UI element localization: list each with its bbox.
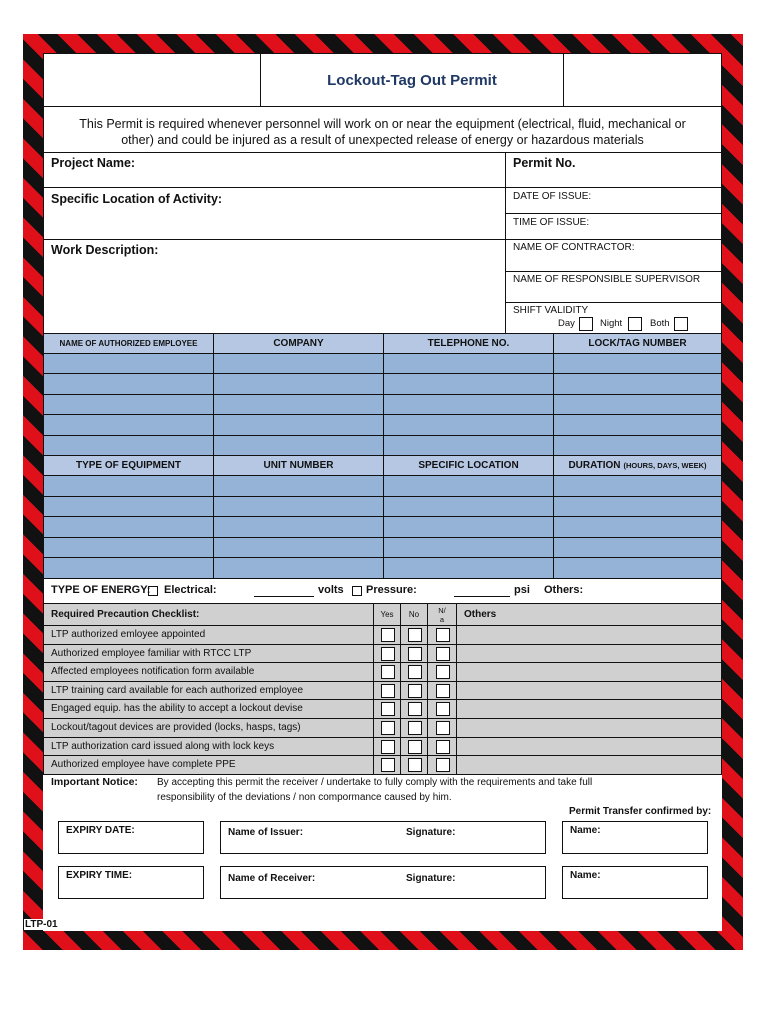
checklist-title-cell xyxy=(43,603,374,626)
checklist-no-checkbox[interactable] xyxy=(408,665,422,679)
checklist-item-label: Lockout/tagout devices are provided (locks, hasps, tags) xyxy=(51,722,301,733)
checklist-na-checkbox[interactable] xyxy=(436,647,450,661)
equipment-table-cell[interactable] xyxy=(213,475,384,497)
equipment-table-cell[interactable] xyxy=(553,496,722,518)
checklist-no-cell xyxy=(400,737,428,757)
shift-day-checkbox[interactable] xyxy=(579,317,593,331)
checklist-na-checkbox[interactable] xyxy=(436,758,450,772)
duration-header-label: DURATION xyxy=(568,460,621,471)
equipment-table-cell[interactable] xyxy=(553,516,722,538)
checklist-no-checkbox[interactable] xyxy=(408,628,422,642)
checklist-col-na xyxy=(427,603,457,626)
checklist-row xyxy=(43,644,374,664)
receiver-signature-label: Signature: xyxy=(406,873,456,884)
expiry-date-label: EXPIRY DATE: xyxy=(66,825,135,836)
equipment-col-type: TYPE OF EQUIPMENT xyxy=(43,455,214,476)
checklist-yes-checkbox[interactable] xyxy=(381,665,395,679)
checklist-row xyxy=(43,699,374,719)
time-of-issue-label: TIME OF ISSUE: xyxy=(513,217,590,228)
employee-table-cell[interactable] xyxy=(553,414,722,435)
employee-table-cell[interactable] xyxy=(43,373,214,394)
checklist-na-cell xyxy=(427,681,457,701)
transfer-name-label-2: Name: xyxy=(570,870,601,881)
checklist-na-cell xyxy=(427,699,457,719)
expiry-date-box[interactable] xyxy=(58,821,204,854)
issuer-box[interactable] xyxy=(220,821,546,854)
checklist-others-cell[interactable] xyxy=(456,625,722,645)
equipment-table-cell[interactable] xyxy=(383,537,554,559)
shift-night-checkbox[interactable] xyxy=(628,317,642,331)
checklist-row xyxy=(43,737,374,757)
checklist-row xyxy=(43,662,374,682)
checklist-others-cell[interactable] xyxy=(456,718,722,738)
checklist-na-checkbox[interactable] xyxy=(436,702,450,716)
employee-table-cell[interactable] xyxy=(553,373,722,394)
checklist-na-checkbox[interactable] xyxy=(436,684,450,698)
checklist-col-others xyxy=(456,603,722,626)
psi-input-line[interactable] xyxy=(454,596,510,597)
equipment-table-cell[interactable] xyxy=(213,537,384,559)
equipment-table-cell[interactable] xyxy=(213,516,384,538)
electrical-label: Electrical: xyxy=(164,584,217,596)
checklist-no-cell xyxy=(400,699,428,719)
energy-type-label: TYPE OF ENERGY: xyxy=(51,584,151,596)
employee-table-cell[interactable] xyxy=(383,414,554,435)
checklist-row xyxy=(43,625,374,645)
checklist-others-cell[interactable] xyxy=(456,644,722,664)
checklist-others-cell[interactable] xyxy=(456,662,722,682)
employee-table-cell[interactable] xyxy=(43,353,214,374)
checklist-no-cell xyxy=(400,644,428,664)
equipment-col-unit: UNIT NUMBER xyxy=(213,455,384,476)
equipment-table-cell[interactable] xyxy=(213,557,384,579)
work-description-label: Work Description: xyxy=(51,243,159,257)
employee-table-cell[interactable] xyxy=(383,353,554,374)
checklist-row xyxy=(43,681,374,701)
checklist-na-checkbox[interactable] xyxy=(436,721,450,735)
receiver-name-label: Name of Receiver: xyxy=(228,873,316,884)
employee-table-cell[interactable] xyxy=(383,394,554,415)
checklist-item-label: Engaged equip. has the ability to accept a lockout devise xyxy=(51,703,303,715)
notice-line-2: responsibility of the deviations / non compormance caused by him. xyxy=(157,792,452,803)
expiry-time-box[interactable] xyxy=(58,866,204,899)
equipment-table-cell[interactable] xyxy=(383,496,554,518)
checklist-col-no: No xyxy=(400,603,428,626)
checklist-no-checkbox[interactable] xyxy=(408,740,422,754)
permit-intro-text: This Permit is required whenever personnel will work on or near the equipment (electrical, fluid, mechanical or other) and could be injured as a result of unexpected release of energy or hazardous materials xyxy=(43,106,722,153)
employee-col-telephone: TELEPHONE NO. xyxy=(383,333,554,354)
checklist-yes-checkbox[interactable] xyxy=(381,684,395,698)
shift-validity-label: SHIFT VALIDITY xyxy=(513,305,589,316)
page-title: Lockout-Tag Out Permit xyxy=(260,53,564,107)
checklist-na-cell xyxy=(427,755,457,775)
transfer-name-box-1[interactable] xyxy=(562,821,708,854)
equipment-table-cell[interactable] xyxy=(553,557,722,579)
employee-table-cell[interactable] xyxy=(43,394,214,415)
checklist-item-label: Authorized employee have complete PPE xyxy=(51,759,236,771)
checklist-item-label: LTP training card available for each authorized employee xyxy=(51,684,304,696)
checklist-others-cell[interactable] xyxy=(456,681,722,701)
checklist-no-cell xyxy=(400,718,428,738)
checklist-na-cell xyxy=(427,718,457,738)
notice-line-1: By accepting this permit the receiver / undertake to fully comply with the requirements and take full xyxy=(157,777,593,788)
supervisor-field[interactable] xyxy=(505,271,722,303)
issuer-signature-label: Signature: xyxy=(406,827,456,838)
equipment-table-cell[interactable] xyxy=(383,475,554,497)
important-notice-text xyxy=(157,775,717,805)
checklist-item-label: Affected employees notification form available xyxy=(51,666,255,678)
checklist-no-cell xyxy=(400,662,428,682)
expiry-time-label: EXPIRY TIME: xyxy=(66,870,133,881)
checklist-yes-cell xyxy=(373,662,401,682)
project-name-label: Project Name: xyxy=(51,156,136,170)
shift-night-label: Night xyxy=(600,318,623,329)
checklist-item-label: Authorized employee familiar with RTCC LTP xyxy=(51,647,252,659)
checklist-yes-checkbox[interactable] xyxy=(381,647,395,661)
contractor-label: NAME OF CONTRACTOR: xyxy=(513,242,635,253)
checklist-no-checkbox[interactable] xyxy=(408,758,422,772)
checklist-yes-cell xyxy=(373,718,401,738)
checklist-no-checkbox[interactable] xyxy=(408,684,422,698)
permit-no-field[interactable] xyxy=(505,152,722,188)
employee-table-cell[interactable] xyxy=(43,414,214,435)
specific-location-label: Specific Location of Activity: xyxy=(51,192,223,206)
checklist-no-checkbox[interactable] xyxy=(408,647,422,661)
employee-table-cell[interactable] xyxy=(553,435,722,456)
receiver-box[interactable] xyxy=(220,866,546,899)
volts-unit: volts xyxy=(318,584,344,596)
checklist-yes-checkbox[interactable] xyxy=(381,721,395,735)
checklist-yes-cell xyxy=(373,625,401,645)
equipment-table-cell[interactable] xyxy=(43,475,214,497)
equipment-table-cell[interactable] xyxy=(553,537,722,559)
contractor-field[interactable] xyxy=(505,239,722,272)
checklist-others-cell[interactable] xyxy=(456,699,722,719)
employee-table-cell[interactable] xyxy=(553,353,722,374)
checklist-yes-checkbox[interactable] xyxy=(381,628,395,642)
employee-table-cell[interactable] xyxy=(553,394,722,415)
equipment-table-cell[interactable] xyxy=(43,516,214,538)
checklist-yes-cell xyxy=(373,737,401,757)
employee-table-cell[interactable] xyxy=(213,353,384,374)
checklist-title: Required Precaution Checklist: xyxy=(51,609,200,620)
checklist-yes-cell xyxy=(373,699,401,719)
volts-input-line[interactable] xyxy=(254,596,314,597)
permit-transfer-label: Permit Transfer confirmed by: xyxy=(569,806,712,817)
supervisor-label: NAME OF RESPONSIBLE SUPERVISOR xyxy=(513,274,701,285)
title-left-blank-cell xyxy=(43,53,261,107)
others-energy-label: Others: xyxy=(544,584,584,596)
checklist-yes-cell xyxy=(373,681,401,701)
work-description-field[interactable] xyxy=(43,239,506,334)
title-right-blank-cell xyxy=(563,53,722,107)
issuer-name-label: Name of Issuer: xyxy=(228,827,304,838)
equipment-col-location: SPECIFIC LOCATION xyxy=(383,455,554,476)
date-of-issue-label: DATE OF ISSUE: xyxy=(513,191,592,202)
employee-table-cell[interactable] xyxy=(213,435,384,456)
equipment-table-cell[interactable] xyxy=(383,516,554,538)
pressure-label: Pressure: xyxy=(366,584,417,596)
employee-table-cell[interactable] xyxy=(383,373,554,394)
checklist-yes-cell xyxy=(373,644,401,664)
transfer-name-box-2[interactable] xyxy=(562,866,708,899)
equipment-table-cell[interactable] xyxy=(383,557,554,579)
equipment-table-cell[interactable] xyxy=(43,557,214,579)
employee-table-cell[interactable] xyxy=(383,435,554,456)
shift-both-label: Both xyxy=(650,318,670,329)
checklist-no-cell xyxy=(400,755,428,775)
checklist-no-cell xyxy=(400,681,428,701)
checklist-no-cell xyxy=(400,625,428,645)
checklist-yes-checkbox[interactable] xyxy=(381,740,395,754)
electrical-checkbox[interactable] xyxy=(148,586,158,596)
equipment-col-duration xyxy=(553,455,722,476)
checklist-col-others-label: Others xyxy=(464,609,497,620)
equipment-table-cell[interactable] xyxy=(213,496,384,518)
equipment-table-cell[interactable] xyxy=(43,537,214,559)
checklist-item-label: LTP authorization card issued along with lock keys xyxy=(51,740,275,752)
checklist-na-checkbox[interactable] xyxy=(436,665,450,679)
checklist-others-cell[interactable] xyxy=(456,755,722,775)
checklist-col-yes: Yes xyxy=(373,603,401,626)
checklist-na-cell xyxy=(427,662,457,682)
equipment-table-cell[interactable] xyxy=(553,475,722,497)
checklist-col-na-top: N/ xyxy=(438,606,446,615)
permit-no-label: Permit No. xyxy=(513,156,576,170)
checklist-no-checkbox[interactable] xyxy=(408,721,422,735)
checklist-yes-checkbox[interactable] xyxy=(381,702,395,716)
psi-unit: psi xyxy=(514,584,530,596)
important-notice-label: Important Notice: xyxy=(51,776,138,788)
checklist-na-checkbox[interactable] xyxy=(436,740,450,754)
specific-location-field[interactable] xyxy=(43,187,506,240)
employee-col-company: COMPANY xyxy=(213,333,384,354)
time-of-issue-field[interactable] xyxy=(505,213,722,240)
employee-table-cell[interactable] xyxy=(213,373,384,394)
checklist-others-cell[interactable] xyxy=(456,737,722,757)
equipment-table-cell[interactable] xyxy=(43,496,214,518)
form-code: LTP-01 xyxy=(25,919,58,930)
checklist-na-cell xyxy=(427,737,457,757)
duration-units-label: (HOURS, DAYS, WEEK) xyxy=(623,461,707,470)
checklist-na-cell xyxy=(427,644,457,664)
checklist-item-label: LTP authorized emloyee appointed xyxy=(51,629,206,640)
date-of-issue-field[interactable] xyxy=(505,187,722,214)
checklist-row xyxy=(43,718,374,738)
checklist-yes-cell xyxy=(373,755,401,775)
shift-both-checkbox[interactable] xyxy=(674,317,688,331)
transfer-name-label-1: Name: xyxy=(570,825,601,836)
employee-table-cell[interactable] xyxy=(213,414,384,435)
pressure-checkbox[interactable] xyxy=(352,586,362,596)
checklist-na-checkbox[interactable] xyxy=(436,628,450,642)
shift-day-label: Day xyxy=(558,318,575,329)
project-name-field[interactable] xyxy=(43,152,506,188)
employee-table-cell[interactable] xyxy=(213,394,384,415)
checklist-row xyxy=(43,755,374,775)
checklist-no-checkbox[interactable] xyxy=(408,702,422,716)
employee-col-locktag: LOCK/TAG NUMBER xyxy=(553,333,722,354)
checklist-na-cell xyxy=(427,625,457,645)
checklist-col-na-bottom: a xyxy=(439,615,445,624)
checklist-yes-checkbox[interactable] xyxy=(381,758,395,772)
employee-col-name: NAME OF AUTHORIZED EMPLOYEE xyxy=(43,333,214,354)
employee-table-cell[interactable] xyxy=(43,435,214,456)
